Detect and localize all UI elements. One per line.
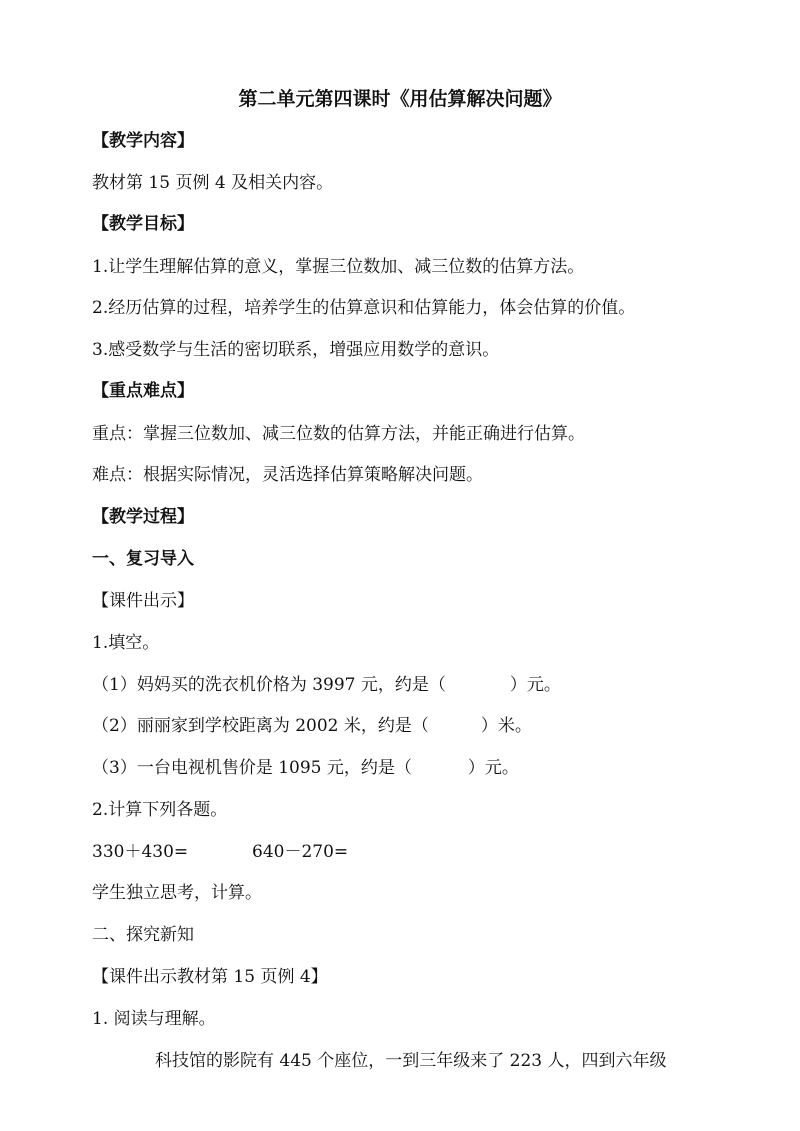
fill-item-2 <box>92 714 532 738</box>
process-heading: 【教学过程】 <box>92 507 194 527</box>
key-point-text: 重点：掌握三位数加、减三位数的估算方法，并能正确进行估算。 <box>92 424 585 444</box>
goal-item-3: 3.感受数学与生活的密切联系，增强应用数学的意识。 <box>92 340 500 360</box>
section1-heading: 一、复习导入 <box>92 549 194 569</box>
teaching-content-heading: 【教学内容】 <box>92 131 194 151</box>
fill-item-2-suffix: ）米。 <box>480 716 532 736</box>
calc-expression-1: 330＋430= <box>92 842 189 862</box>
fill-item-1-suffix: ）元。 <box>509 675 561 695</box>
courseware-label: 【课件出示】 <box>92 591 194 611</box>
teaching-goals-heading: 【教学目标】 <box>92 214 194 234</box>
fill-item-3-suffix: ）元。 <box>467 758 519 778</box>
fill-item-3 <box>92 756 519 780</box>
read-understand: 1. 阅读与理解。 <box>92 1009 216 1029</box>
fill-blank-title: 1.填空。 <box>92 633 160 653</box>
calc-expression-2: 640－270= <box>252 842 349 862</box>
paragraph-start: 科技馆的影院有 445 个座位，一到三年级来了 223 人，四到六年级 <box>155 1051 667 1071</box>
goal-item-2: 2.经历估算的过程，培养学生的估算意识和估算能力，体会估算的价值。 <box>92 298 636 318</box>
fill-item-1 <box>92 673 561 697</box>
key-points-heading: 【重点难点】 <box>92 381 194 401</box>
difficult-point-text: 难点：根据实际情况，灵活选择估算策略解决问题。 <box>92 465 483 485</box>
courseware-example: 【课件出示教材第 15 页例 4】 <box>92 967 328 987</box>
fill-item-1-prefix: （1）妈妈买的洗衣机价格为 3997 元，约是（ <box>92 675 446 695</box>
fill-item-3-prefix: （3）一台电视机售价是 1095 元，约是（ <box>92 758 412 778</box>
section2-heading: 二、探究新知 <box>92 925 194 945</box>
calc-title: 2.计算下列各题。 <box>92 800 228 820</box>
goal-item-1: 1.让学生理解估算的意义，掌握三位数加、减三位数的估算方法。 <box>92 257 585 277</box>
student-note: 学生独立思考，计算。 <box>92 883 262 903</box>
teaching-content-text: 教材第 15 页例 4 及相关内容。 <box>92 173 334 193</box>
page-title: 第二单元第四课时《用估算解决问题》 <box>238 88 562 110</box>
fill-item-2-prefix: （2）丽丽家到学校距离为 2002 米，约是（ <box>92 716 429 736</box>
